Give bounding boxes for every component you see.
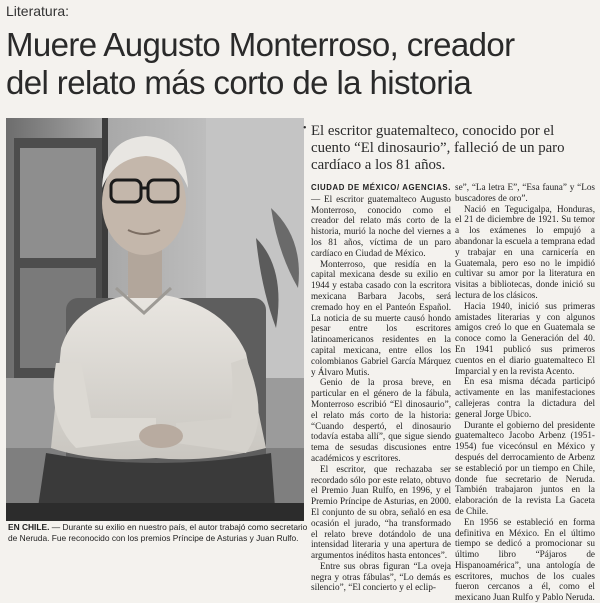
article-deck — [303, 123, 597, 174]
caption-text: — Durante su exilio en nuestro país, el autor trabajó como secretario de Neruda. Fue reconocido con los premios Príncipe de Asturias y Juan Rulfo. — [8, 522, 308, 543]
headline-line-1: Muere Augusto Monterroso, creador — [6, 26, 515, 63]
article-paragraph: Monterroso, que residía en la capital mexicana desde su exilio en 1944 y estaba casado con la escritora mexicana Barbara Jacobs, será cremado hoy en el Panteón Español. La noticia de su muerte causó hondo pesar entre los escritores latinoamericanos residentes en la capital mexicana, entre ellos los colombianos Gabriel García Márquez y Álvaro Mutis. — [311, 258, 451, 377]
article-paragraph: Entre sus obras figuran “La oveja negra y otras fábulas”, “Lo demás es silencio”, “El concierto y el eclip- — [311, 560, 451, 593]
photo-caption — [8, 522, 308, 544]
article-paragraph: En 1956 se estableció en forma definitiva en México. En el último tiempo se dedicó a promocionar su último libro “Pájaros de Hispanoamérica”, una antología de escritores, muchos de los cuales fueron cercanos a él, como el mexicano Juan Rulfo y Pablo Neruda. — [455, 516, 595, 603]
deck-text: El escritor guatemalteco, conocido por el cuento “El dinosaurio”, falleció de un paro cardíaco a los 81 años. — [311, 123, 565, 173]
article-paragraph: En esa misma década participó activamente en las manifestaciones callejeras contra la dictadura del general Jorge Ubico. — [455, 376, 595, 419]
section-label: Literatura: — [6, 3, 70, 19]
headline-line-2: del relato más corto de la historia — [6, 64, 472, 101]
headline — [6, 26, 598, 102]
article-paragraph: CIUDAD DE MÉXICO/ AGENCIAS.— El escritor guatemalteco Augusto Monterroso, conocido como el creador del relato más corto de la historia, murió la noche del viernes a los 81 años, víctima de un paro cardíaco en Ciudad de México. — [311, 183, 451, 258]
article-paragraph: Nació en Tegucigalpa, Honduras, el 21 de diciembre de 1921. Su temor a los exámenes lo empujó a abandonar la escuela a temprana edad y trabajar en una carnicería en Guatemala, pero eso no le impidió cultivar su amor por la literatura en visitas a bibliotecas, donde inició su lectura de los clásicos. — [455, 203, 595, 300]
dateline: CIUDAD DE MÉXICO/ AGENCIAS. — [311, 183, 451, 192]
article-paragraph: se”, “La letra E”, “Esa fauna” y “Los buscadores de oro”. — [455, 182, 595, 203]
article-paragraph: Genio de la prosa breve, en particular en el género de la fábula, Monterroso escribió “El dinosaurio”, el relato más corto de la historia: “Cuando despertó, el dinosaurio todavía estaba allí”, que sigue siendo tema de sesudas discusiones entre académicos y escritores. — [311, 377, 451, 463]
article-column-1 — [311, 182, 451, 593]
author-photo — [6, 118, 304, 521]
article-paragraph: El escritor, que rechazaba ser recordado sólo por este relato, obtuvo el Premio Juan Rulfo, en 1996, y el Premio Príncipe de Asturias, en 2000. El conjunto de su obra, señaló en esa ocasión el jurado, “ha transformado el relato breve dotándolo de una intensidad literaria y una apertura de argumentos inéditos hasta entonces”. — [311, 463, 451, 561]
article-column-2 — [455, 182, 595, 603]
author-photo-illustration — [6, 118, 304, 521]
caption-label: EN CHILE. — [8, 522, 50, 532]
article-paragraph: Hacia 1940, inició sus primeras amistades literarias y con algunos amigos creó lo que en Guatemala se conoce como la Generación del 40. En 1941 publicó sus primeros cuentos en el diario guatemalteco El Imparcial y en la revista Acento. — [455, 300, 595, 376]
article-paragraph: Durante el gobierno del presidente guatemalteco Jacobo Arbenz (1951-1954) fue vicecónsul en México y después del derrocamiento de Arbenz se estableció por un tiempo en Chile, donde fue secretario de Neruda. También trabajaron juntos en la elaboración de la revista La Gaceta de Chile. — [455, 419, 595, 516]
deck-bullet: • — [303, 123, 307, 134]
